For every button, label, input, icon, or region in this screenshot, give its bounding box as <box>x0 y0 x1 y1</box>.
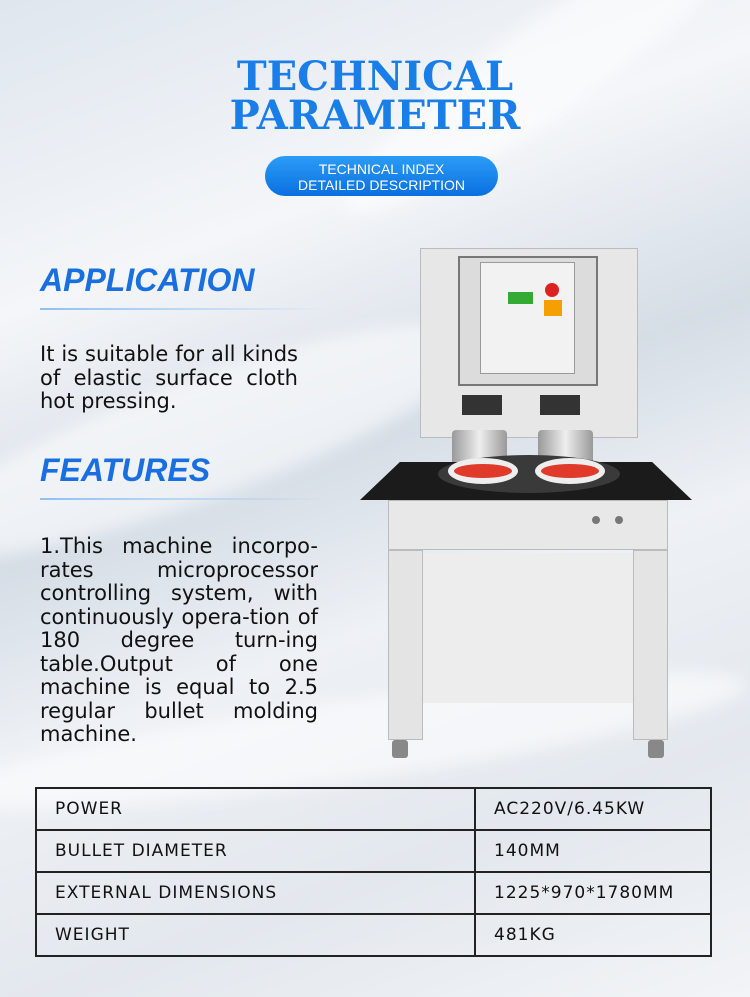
spec-label: BULLET DIAMETER <box>36 830 475 872</box>
table-row <box>36 914 711 956</box>
spec-table <box>35 787 712 957</box>
table-row <box>36 872 711 914</box>
spec-label: POWER <box>36 788 475 830</box>
spec-label: EXTERNAL DIMENSIONS <box>36 872 475 914</box>
table-row <box>36 788 711 830</box>
features-text: 1.This machine incorpo-rates microprocessor controlling system, with continuously opera-tion of 180 degree turn-ing table.Output of one machine is equal to 2.5 regular bullet molding machine. <box>40 534 318 746</box>
title-line2: PARAMETER <box>229 92 521 139</box>
divider <box>40 308 330 310</box>
application-text: It is suitable for all kinds of elastic surface cloth hot pressing. <box>40 342 298 413</box>
spec-value: 481KG <box>475 914 711 956</box>
title-line1: TECHNICAL <box>236 53 514 100</box>
spec-value: AC220V/6.45KW <box>475 788 711 830</box>
spec-label: WEIGHT <box>36 914 475 956</box>
description-badge <box>265 156 498 196</box>
spec-value: 140MM <box>475 830 711 872</box>
spec-value: 1225*970*1780MM <box>475 872 711 914</box>
badge-line1: TECHNICAL INDEX <box>318 161 445 177</box>
application-heading: APPLICATION <box>40 262 255 298</box>
divider <box>40 498 330 500</box>
badge-line2: DETAILED DESCRIPTION <box>298 177 465 193</box>
features-heading: FEATURES <box>40 452 211 488</box>
table-row <box>36 830 711 872</box>
